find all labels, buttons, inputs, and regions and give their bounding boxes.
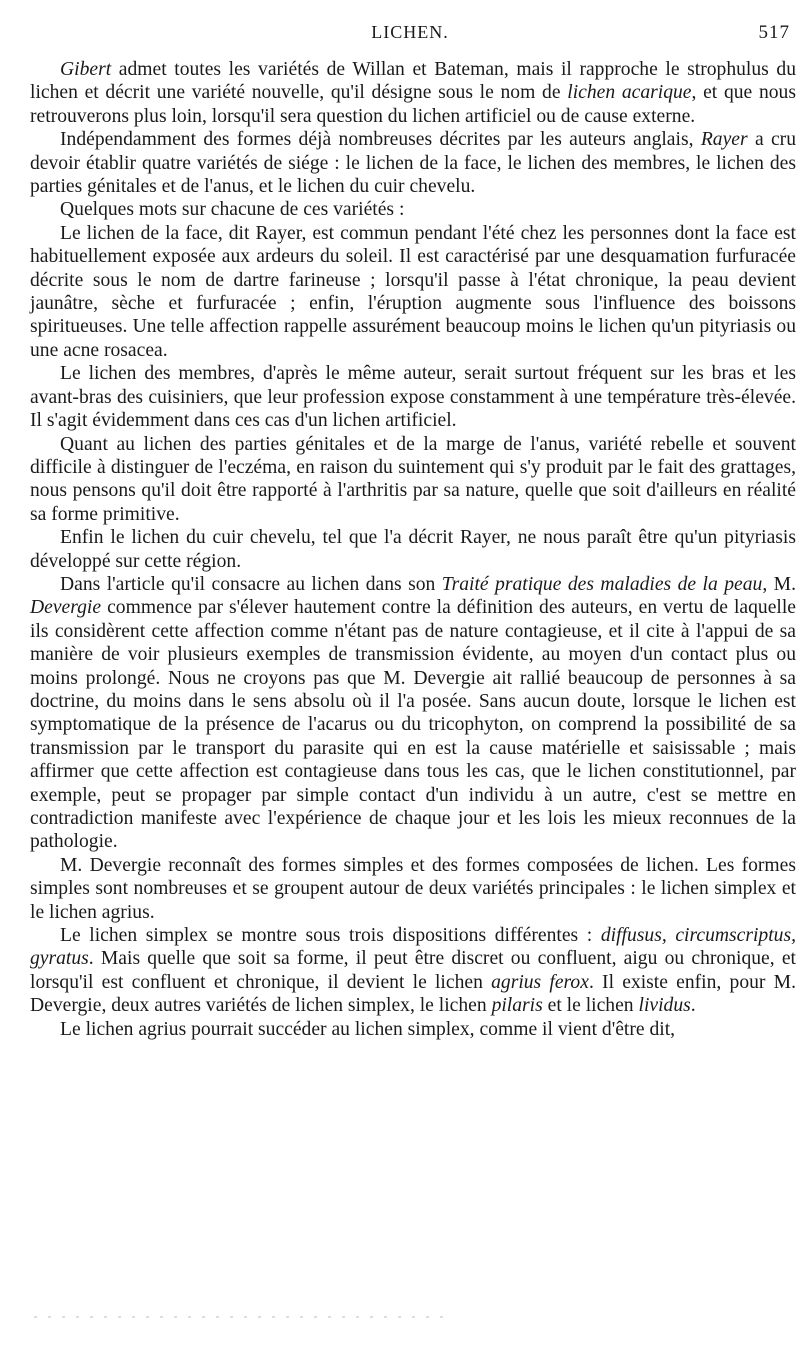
italic-text: Devergie bbox=[30, 597, 102, 619]
running-title: LICHEN. bbox=[371, 22, 449, 42]
paragraph bbox=[30, 222, 796, 362]
paragraph bbox=[30, 58, 796, 128]
page-number: 517 bbox=[758, 22, 790, 43]
text-segment: , M. bbox=[762, 573, 796, 595]
text-segment: Quant au lichen des parties génitales et de la marge de l'anus, variété rebelle et souvent difficile à distinguer de l'eczéma, en raison du suintement qui s'y produit par le fait des grattages, nous pensons qu'il doit être rapporté à l'arthritis par sa nature, quelle que soit d'ailleurs en réalité sa forme primitive. bbox=[30, 433, 796, 525]
text-segment: Enfin le lichen du cuir chevelu, tel que l'a décrit Rayer, ne nous paraît être qu'un pityriasis développé sur cette région. bbox=[30, 527, 796, 572]
scan-artifact bbox=[34, 1316, 454, 1318]
text-segment: Quelques mots sur chacune de ces variétés : bbox=[60, 199, 405, 221]
paragraph bbox=[30, 573, 796, 854]
text-segment: a cru devoir établir quatre variétés de siége : le lichen de la face, le lichen des membres, le lichen des parties génitales et de l'anus, et le lichen du cuir chevelu. bbox=[30, 129, 796, 198]
paragraph bbox=[30, 924, 796, 1018]
text-segment: . bbox=[690, 995, 696, 1017]
italic-text: lividus bbox=[638, 995, 691, 1017]
italic-text: pilaris bbox=[491, 995, 543, 1017]
text-segment: , et que nous retrouverons plus loin, lorsqu'il sera question du lichen artificiel ou de cause externe. bbox=[30, 82, 796, 127]
text-segment: admet toutes les variétés de Willan et Bateman, mais il rapproche le strophulus du lichen et décrit une variété nouvelle, qu'il désigne sous le nom de bbox=[30, 59, 796, 104]
paragraph bbox=[30, 526, 796, 573]
text-segment: Dans l'article qu'il consacre au lichen dans son bbox=[60, 573, 442, 595]
text-segment: M. Devergie reconnaît des formes simples et des formes composées de lichen. Les formes simples sont nombreuses et se groupent autour de deux variétés principales : le lichen simplex et le lichen agrius. bbox=[30, 854, 796, 923]
italic-text: agrius ferox bbox=[491, 971, 589, 993]
paragraph bbox=[30, 1018, 796, 1041]
text-segment: . Mais quelle que soit sa forme, il peut être discret ou confluent, aigu ou chronique, et lorsqu'il est confluent et chronique, il devient le lichen bbox=[30, 948, 796, 993]
italic-text: Rayer bbox=[700, 129, 748, 151]
italic-text: Traité pratique des maladies de la peau bbox=[441, 573, 763, 595]
italic-text: diffusus, circumscriptus, gyratus bbox=[30, 925, 796, 970]
text-segment: Le lichen agrius pourrait succéder au lichen simplex, comme il vient d'être dit, bbox=[60, 1018, 676, 1040]
text-segment: Indépendamment des formes déjà nombreuses décrites par les auteurs anglais, bbox=[60, 129, 701, 151]
text-segment: Le lichen des membres, d'après le même auteur, serait surtout fréquent sur les bras et les avant-bras des cuisiniers, que leur profession expose constamment à une température très-élevée. Il s'agit évidemment dans ces cas d'un lichen artificiel. bbox=[30, 363, 796, 432]
paragraph bbox=[30, 198, 796, 221]
text-segment: et le lichen bbox=[542, 995, 639, 1017]
text-segment: commence par s'élever hautement contre la définition des auteurs, en vertu de laquelle ils considèrent cette affection comme n'étant pas de nature contagieuse, et il cite à l'appui de sa manière de voir plusieurs exemples de transmission évidente, au moyen d'un contact plus ou moins prolongé. Nous ne croyons pas que M. Devergie ait rallié beaucoup de personnes à sa doctrine, du moins dans le sens absolu où il l'a posée. Sans aucun doute, lorsque le lichen est symptomatique de la présence de l'acarus ou du tricophyton, on comprend la possibilité de sa transmission par le transport du parasite qui en est la cause matérielle et saisissable ; mais affirmer que cette affection est contagieuse dans tous les cas, que le lichen constitutionnel, par exemple, peut se propager par simple contact d'un individu à un autre, c'est se mettre en contradiction manifeste avec l'expérience de chaque jour et les lois les mieux reconnues de la pathologie. bbox=[30, 597, 796, 853]
paragraph bbox=[30, 433, 796, 527]
text-segment: Le lichen de la face, dit Rayer, est commun pendant l'été chez les personnes dont la face est habituellement exposée aux ardeurs du soleil. Il est caractérisé par une desquamation furfuracée décrite sous le nom de dartre farineuse ; lorsqu'il passe à l'état chronique, la peau devient jaunâtre, sèche et furfuracée ; enfin, l'éruption augmente sous l'influence des boissons spiritueuses. Une telle affection rappelle assurément beaucoup moins le lichen qu'un pityriasis ou une acne rosacea. bbox=[30, 222, 796, 361]
text-segment: Le lichen simplex se montre sous trois dispositions différentes : bbox=[60, 925, 601, 947]
paragraph bbox=[30, 128, 796, 198]
italic-text: Gibert bbox=[60, 59, 112, 80]
running-header bbox=[30, 22, 790, 50]
paragraph bbox=[30, 854, 796, 924]
body-text bbox=[30, 58, 796, 1041]
text-segment: . Il existe enfin, pour M. Devergie, deux autres variétés de lichen simplex, le lichen bbox=[30, 971, 796, 1017]
paragraph bbox=[30, 362, 796, 432]
italic-text: lichen acarique bbox=[567, 82, 692, 104]
